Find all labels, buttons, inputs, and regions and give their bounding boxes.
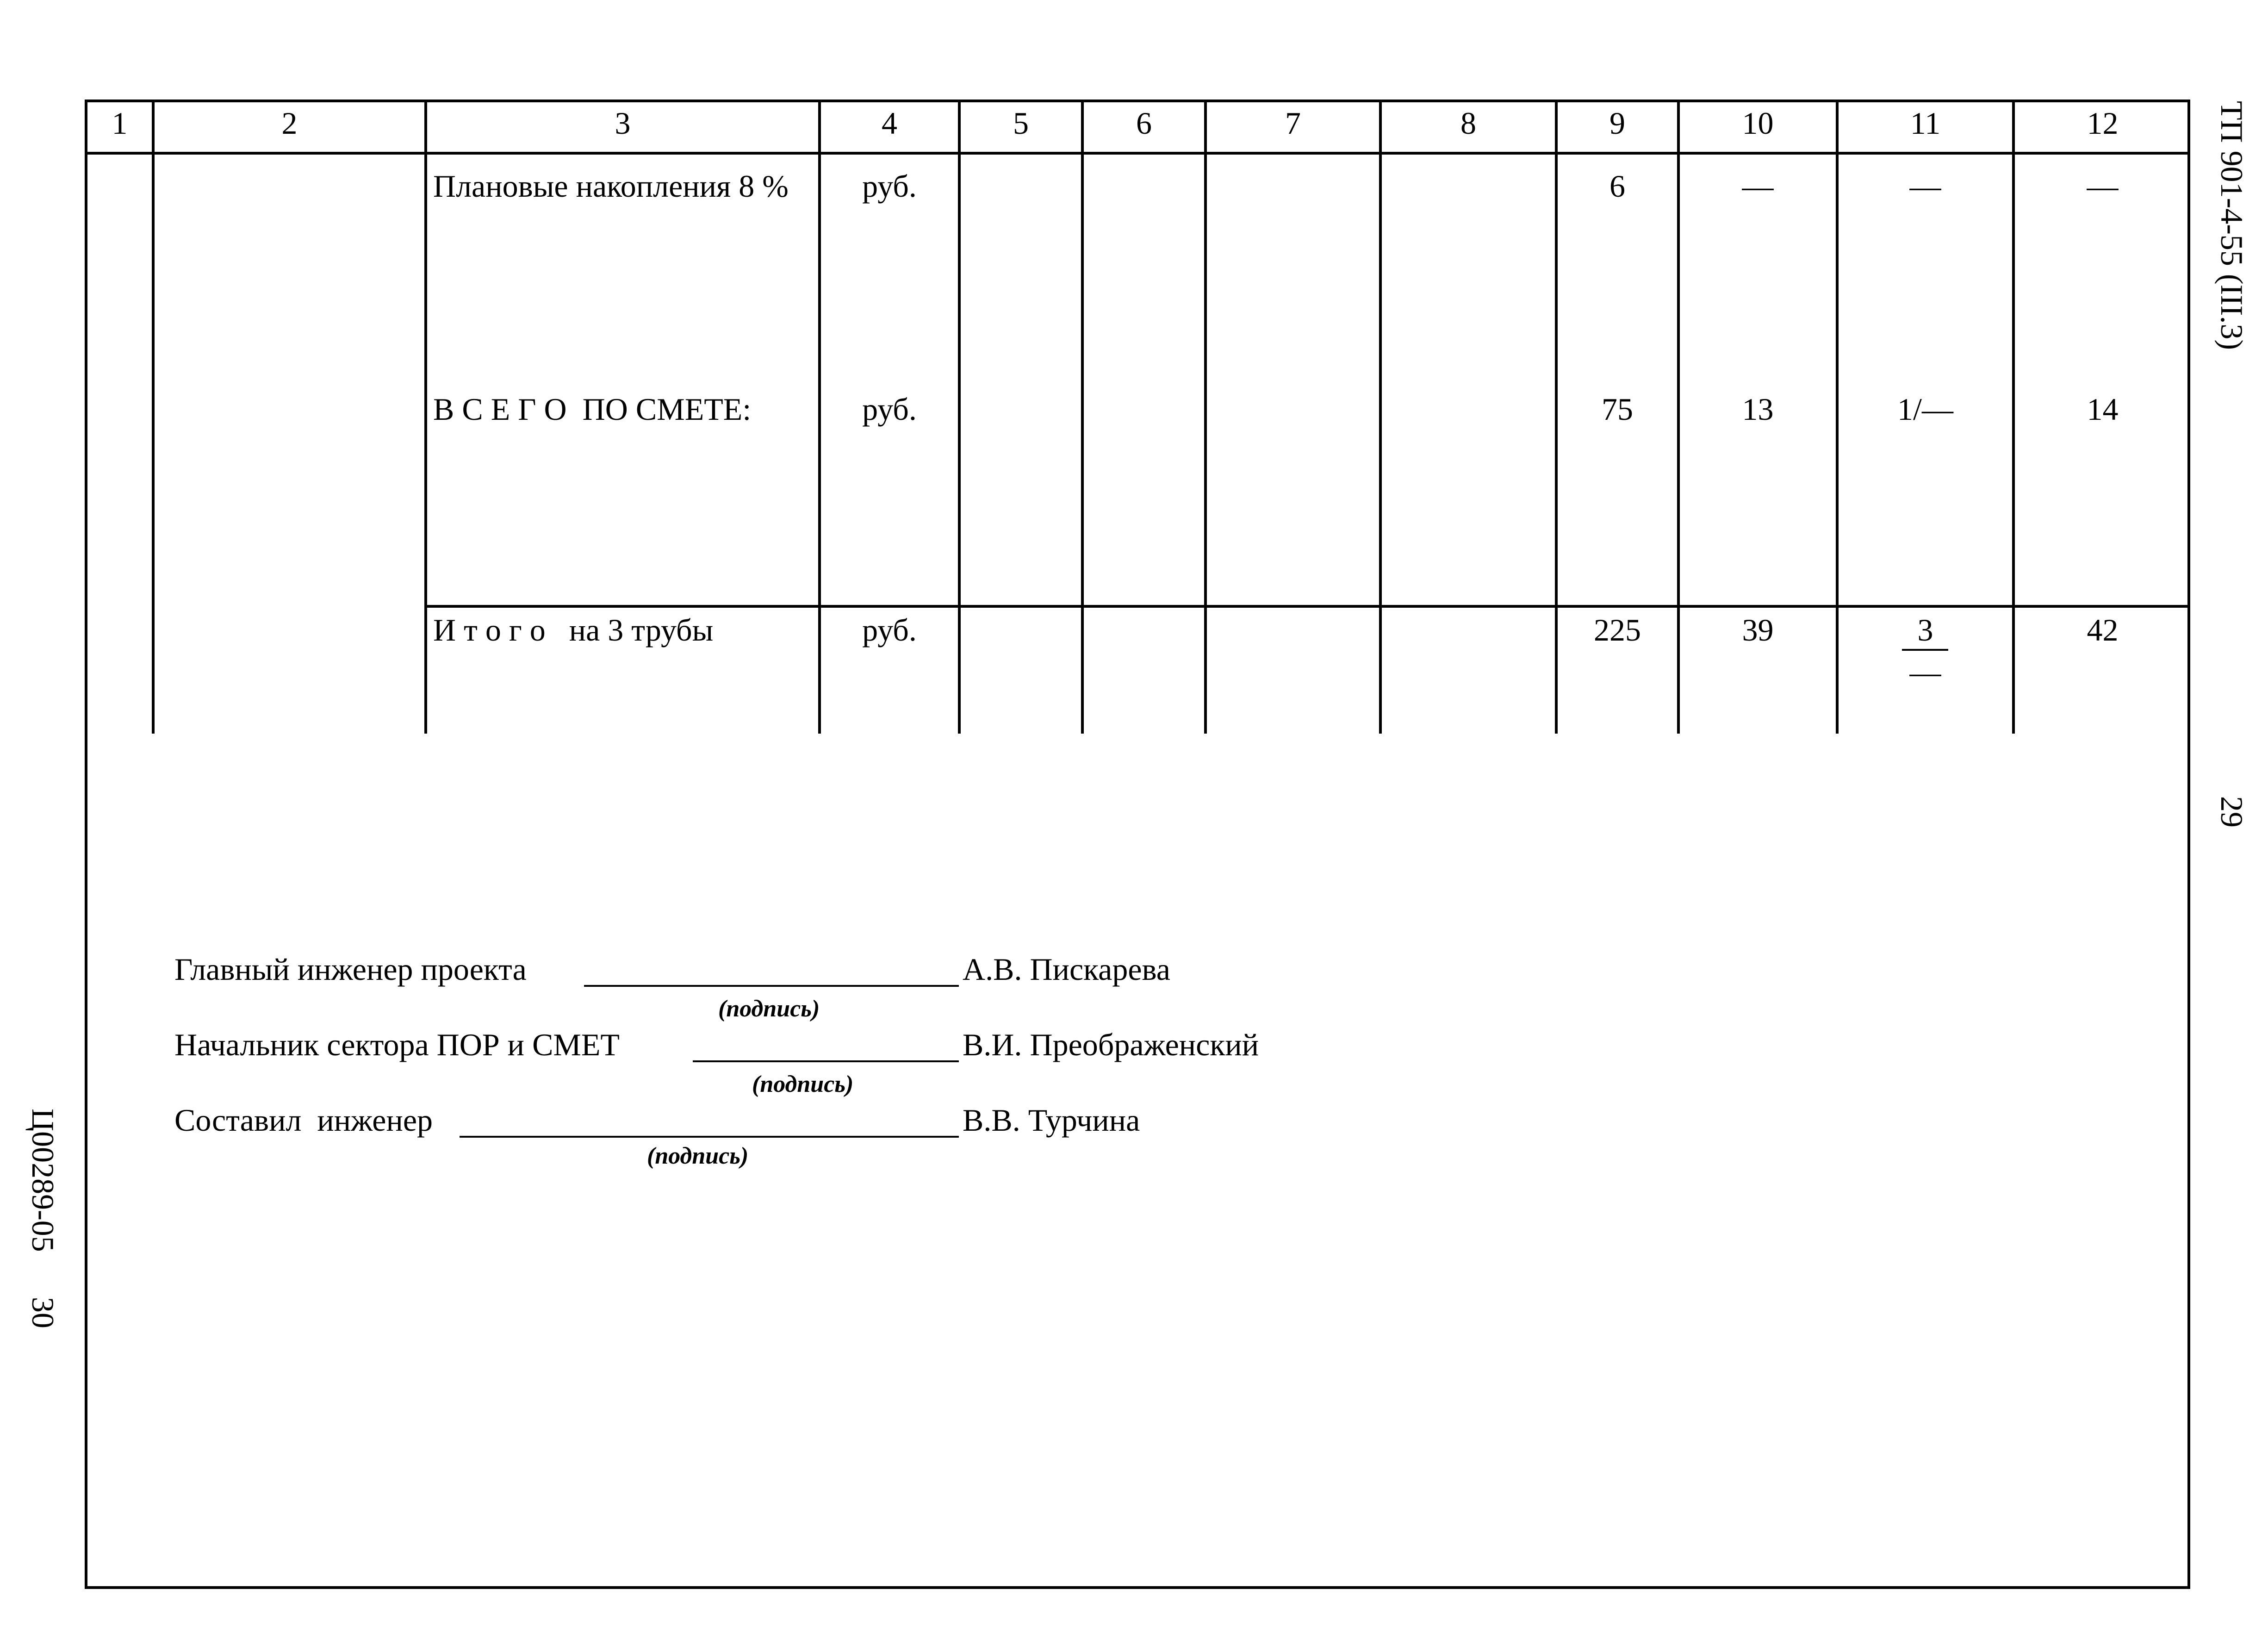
row3-col11-numerator: 3 <box>1917 612 1933 648</box>
row1-description: Плановые накопления 8 % <box>433 168 789 204</box>
col-header-6: 6 <box>1136 106 1152 141</box>
left-margin-document-code: Ц00289-05 <box>25 1109 61 1252</box>
row-separator <box>424 605 2190 608</box>
row2-col9: 75 <box>1602 392 1633 427</box>
signature-name-sector-head: В.И. Преображенский <box>963 1027 1259 1062</box>
signature-line-chief-engineer <box>584 985 959 987</box>
row3-description: И т о г о на 3 трубы <box>433 612 714 648</box>
col-header-8: 8 <box>1460 106 1476 141</box>
page-frame <box>85 100 2190 1589</box>
signature-caption-compiler: (подпись) <box>647 1143 749 1169</box>
signature-name-chief-engineer: А.В. Пискарева <box>963 952 1170 987</box>
row3-col12: 42 <box>2087 612 2119 648</box>
row3-col10: 39 <box>1742 612 1774 648</box>
signature-label-chief-engineer: Главный инженер проекта <box>174 952 527 987</box>
header-separator <box>85 152 2190 155</box>
signature-label-sector-head: Начальник сектора ПОР и СМЕТ <box>174 1027 620 1062</box>
col-divider-1-2 <box>152 100 155 734</box>
signature-label-compiler: Составил инженер <box>174 1103 433 1138</box>
col-header-7: 7 <box>1285 106 1301 141</box>
row3-col9: 225 <box>1594 612 1641 648</box>
row2-col10: 13 <box>1742 392 1774 427</box>
signature-line-sector-head <box>693 1060 959 1062</box>
col-divider-2-3 <box>424 100 427 734</box>
col-header-11: 11 <box>1910 106 1941 141</box>
row2-unit: руб. <box>862 392 917 427</box>
col-divider-5-6 <box>1081 100 1084 734</box>
row2-description: В С Е Г О ПО СМЕТЕ: <box>433 392 752 427</box>
row1-col9: 6 <box>1609 168 1625 204</box>
signature-caption-chief-engineer: (подпись) <box>718 996 820 1022</box>
col-divider-4-5 <box>958 100 961 734</box>
row1-col11: — <box>1909 168 1941 204</box>
signature-caption-sector-head: (подпись) <box>752 1071 854 1097</box>
row1-col10: — <box>1742 168 1774 204</box>
col-header-2: 2 <box>281 106 298 141</box>
col-header-9: 9 <box>1609 106 1625 141</box>
right-margin-page-number: 29 <box>2214 796 2249 828</box>
col-header-3: 3 <box>615 106 631 141</box>
right-margin-document-code: ТП 901-4-55 (III.3) <box>2214 101 2249 350</box>
col-divider-6-7 <box>1204 100 1207 734</box>
col-divider-7-8 <box>1379 100 1382 734</box>
col-header-10: 10 <box>1742 106 1774 141</box>
row1-col12: — <box>2087 168 2119 204</box>
row2-col12: 14 <box>2087 392 2119 427</box>
col-header-4: 4 <box>882 106 897 141</box>
col-header-1: 1 <box>112 106 128 141</box>
row3-col11-fraction-bar <box>1902 649 1948 651</box>
row3-col11-denominator: — <box>1909 654 1941 690</box>
left-margin-page-number: 30 <box>25 1297 61 1328</box>
col-header-5: 5 <box>1013 106 1029 141</box>
row2-col11: 1/— <box>1897 392 1953 427</box>
row1-unit: руб. <box>862 168 917 204</box>
row3-unit: руб. <box>862 612 917 648</box>
signature-line-compiler <box>460 1136 959 1138</box>
signature-name-compiler: В.В. Турчина <box>963 1103 1140 1138</box>
col-header-12: 12 <box>2087 106 2119 141</box>
